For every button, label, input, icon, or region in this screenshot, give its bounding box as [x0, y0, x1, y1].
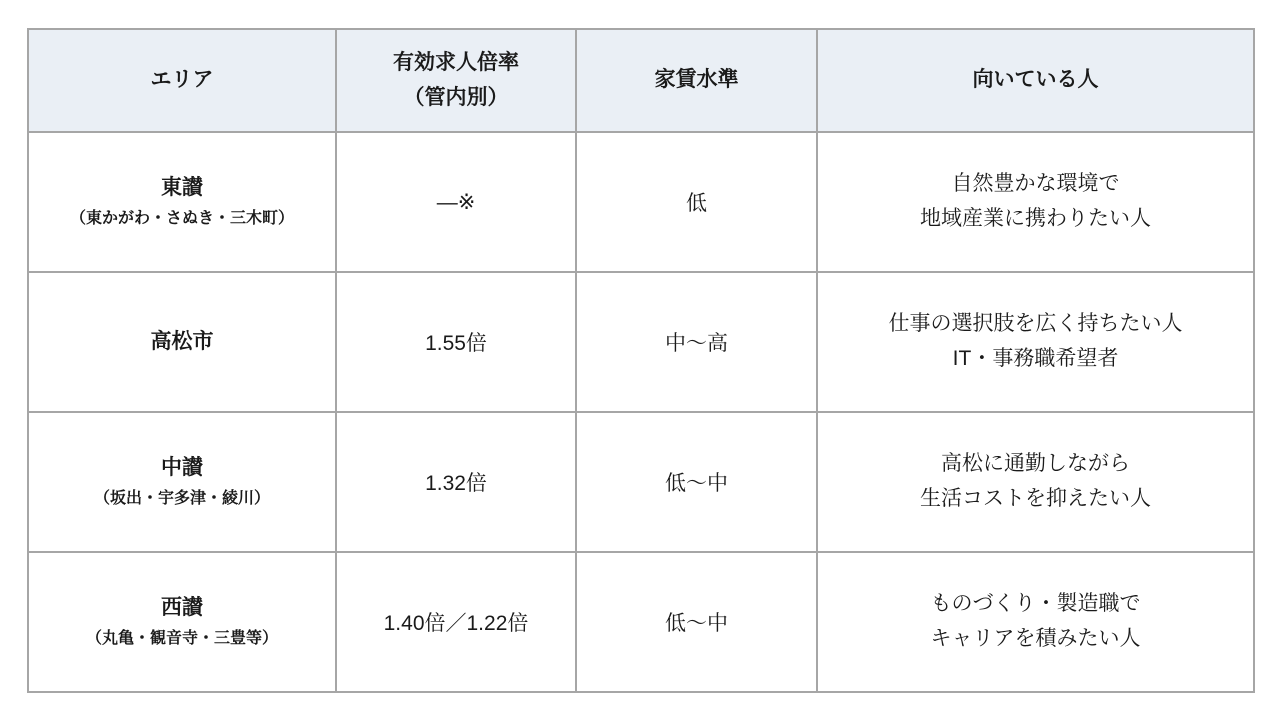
header-area-label: エリア: [150, 68, 214, 92]
suited-line2: IT・事務職希望者: [952, 347, 1119, 370]
table-row-seisan: [28, 552, 1254, 692]
area-sub-municipalities: （坂出・宇多津・綾川）: [93, 490, 270, 508]
cell-rent-level: 低: [576, 132, 817, 272]
header-ratio-label-line1: 有効求人倍率: [393, 50, 519, 74]
cell-area: [28, 552, 336, 692]
table-row-chusan: [28, 412, 1254, 552]
cell-suited-people: [817, 132, 1254, 272]
suited-line1: 自然豊かな環境で: [951, 172, 1120, 196]
header-cell-suited: [817, 29, 1254, 132]
area-name: 高松市: [150, 329, 214, 353]
header-suited-label: 向いている人: [972, 68, 1099, 92]
table-row-tosan: [28, 132, 1254, 272]
header-rent-label: 家賃水準: [654, 68, 739, 92]
suited-line2: キャリアを積みたい人: [930, 627, 1141, 650]
cell-job-ratio: 1.55倍: [336, 272, 576, 412]
area-name: 中讃: [161, 456, 203, 480]
cell-suited-people: [817, 552, 1254, 692]
cell-job-ratio: ―※: [336, 132, 576, 272]
area-name: 東讃: [161, 176, 203, 200]
area-sub-municipalities: （丸亀・観音寺・三豊等）: [85, 630, 278, 648]
suited-line1: 高松に通勤しながら: [941, 452, 1130, 476]
cell-area: [28, 132, 336, 272]
suited-line1: ものづくり・製造職で: [930, 592, 1141, 616]
cell-job-ratio: 1.32倍: [336, 412, 576, 552]
cell-rent-level: 低～中: [576, 552, 817, 692]
cell-suited-people: [817, 412, 1254, 552]
cell-rent-level: 中～高: [576, 272, 817, 412]
cell-area: [28, 412, 336, 552]
suited-line2: 生活コストを抑えたい人: [920, 487, 1151, 510]
cell-suited-people: [817, 272, 1254, 412]
area-name: 西讃: [161, 596, 203, 620]
area-comparison-table: [27, 28, 1255, 693]
table-row-takamatsu: [28, 272, 1254, 412]
header-ratio-label-line2: （管内別）: [403, 85, 509, 109]
area-sub-municipalities: （東かがわ・さぬき・三木町）: [69, 210, 294, 228]
suited-line1: 仕事の選択肢を広く持ちたい人: [888, 312, 1183, 336]
table-header-row: [28, 29, 1254, 132]
cell-area: [28, 272, 336, 412]
header-cell-rent: [576, 29, 817, 132]
cell-job-ratio: 1.40倍／1.22倍: [336, 552, 576, 692]
header-cell-ratio: [336, 29, 576, 132]
header-cell-area: [28, 29, 336, 132]
cell-rent-level: 低～中: [576, 412, 817, 552]
suited-line2: 地域産業に携わりたい人: [920, 207, 1151, 230]
